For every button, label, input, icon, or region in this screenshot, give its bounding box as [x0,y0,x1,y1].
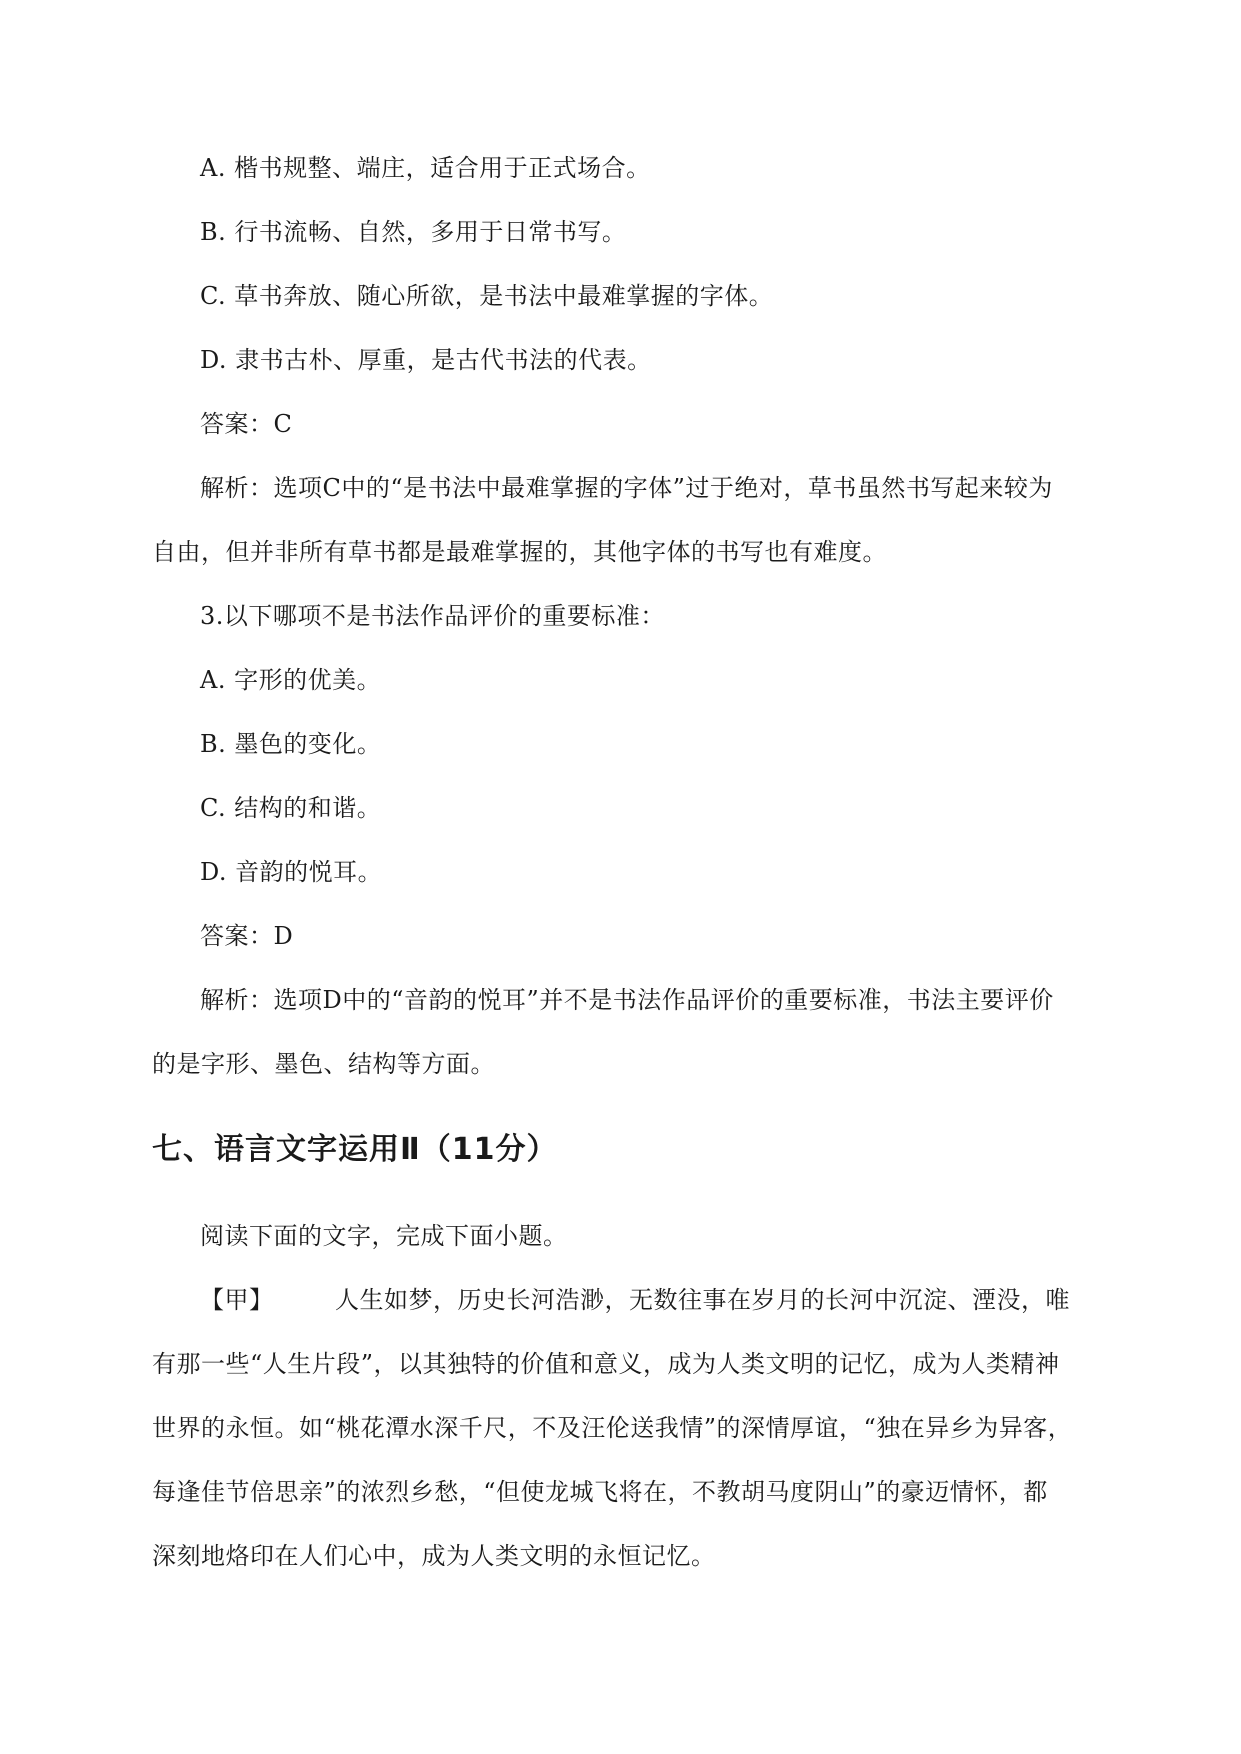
q2-answer: 答案：C [200,410,293,438]
q2-option-b: B. 行书流畅、自然，多用于日常书写。 [200,218,627,246]
q3-option-b: B. 墨色的变化。 [200,730,382,758]
passage-line1 [200,1284,1070,1316]
q3-answer: 答案：D [200,922,294,950]
q2-option-c: C. 草书奔放、随心所欲，是书法中最难掌握的字体。 [200,282,774,310]
passage-tag: 【甲】 [200,1286,274,1314]
q3-option-a: A. 字形的优美。 [200,666,382,694]
q2-analysis-line2: 自由，但并非所有草书都是最难掌握的，其他字体的书写也有难度。 [152,538,887,566]
passage-line5: 深刻地烙印在人们心中，成为人类文明的永恒记忆。 [152,1542,716,1570]
passage-line4: 每逢佳节倍思亲”的浓烈乡愁，“但使龙城飞将在，不教胡马度阴山”的豪迈情怀，都 [152,1478,1048,1506]
q3-analysis-line1: 解析：选项D中的“音韵的悦耳”并不是书法作品评价的重要标准，书法主要评价 [200,986,1054,1014]
q3-option-d: D. 音韵的悦耳。 [200,858,383,886]
q2-option-a: A. 楷书规整、端庄，适合用于正式场合。 [200,154,651,182]
section-instruction: 阅读下面的文字，完成下面小题。 [200,1222,568,1250]
passage-line2: 有那一些“人生片段”，以其独特的价值和意义，成为人类文明的记忆，成为人类精神 [152,1350,1060,1378]
passage-line3: 世界的永恒。如“桃花潭水深千尺，不及汪伦送我情”的深情厚谊，“独在异乡为异客， [152,1414,1073,1442]
q2-analysis-line1: 解析：选项C中的“是书法中最难掌握的字体”过于绝对，草书虽然书写起来较为 [200,474,1053,502]
q3-analysis-line2: 的是字形、墨色、结构等方面。 [152,1050,495,1078]
section-heading: 七、语言文字运用Ⅱ（11分） [152,1132,558,1167]
q2-option-d: D. 隶书古朴、厚重，是古代书法的代表。 [200,346,652,374]
passage-line1-text: 人生如梦，历史长河浩渺，无数往事在岁月的长河中沉淀、湮没，唯 [335,1286,1070,1314]
q3-option-c: C. 结构的和谐。 [200,794,382,822]
q3-question: 3.以下哪项不是书法作品评价的重要标准： [200,602,665,630]
